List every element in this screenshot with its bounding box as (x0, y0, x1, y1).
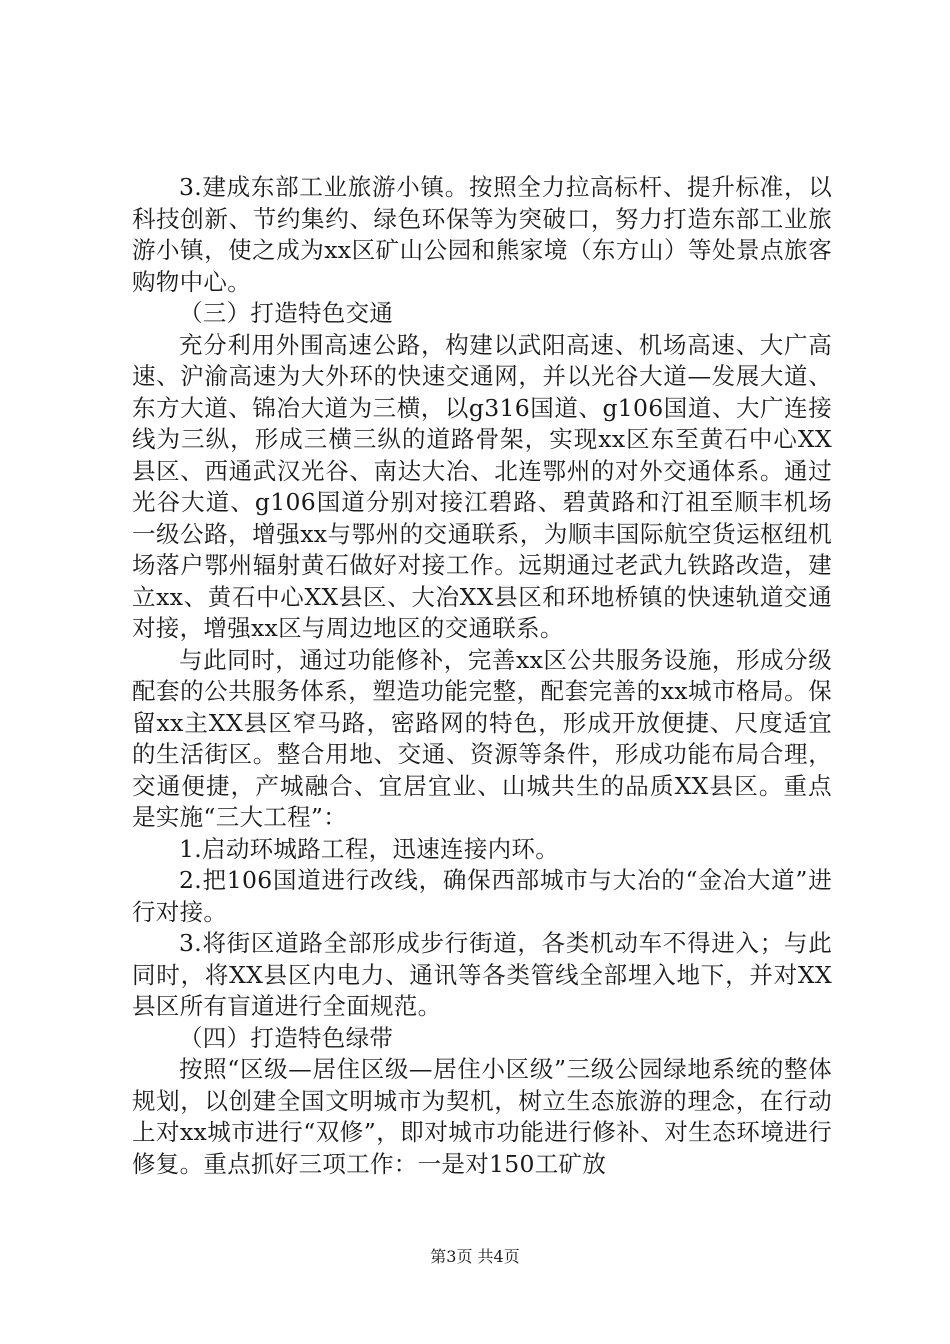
paragraph-item-3: 3.建成东部工业旅游小镇。按照全力拉高标杆、提升标准，以科技创新、节约集约、绿色环保等为突破口，努力打造东部工业旅游小镇，使之成为xx区矿山公园和熊家境（东方山）等处景点旅客购物中心。 (132, 173, 832, 296)
section-heading-transport: （三）打造特色交通 (179, 299, 394, 327)
list-item-3: 3.将街区道路全部形成步行街道，各类机动车不得进入；与此同时，将XX县区内电力、通讯等各类管线全部埋入地下，并对XX县区所有盲道进行全面规范。 (132, 929, 832, 1020)
paragraph-public-services: 与此同时，通过功能修补，完善xx区公共服务设施，形成分级配套的公共服务体系，塑造功能完整，配套完善的xx城市格局。保留xx主XX县区窄马路，密路网的特色，形成开放便捷、尺度适宜的生活街区。整合用地、交通、资源等条件，形成功能布局合理，交通便捷，产城融合、宜居宜业、山城共生的品质XX县区。重点是实施“三大工程”： (132, 645, 832, 831)
list-item-2: 2.把106国道进行改线，确保西部城市与大冶的“金冶大道”进行对接。 (132, 866, 832, 926)
section-heading-greenbelt: （四）打造特色绿带 (179, 1023, 394, 1052)
page-number-footer: 第3页 共4页 (430, 1247, 520, 1266)
document-body (132, 172, 832, 1180)
list-item-1: 1.启动环城路工程，迅速连接内环。 (179, 834, 560, 863)
paragraph-green-system: 按照“区级—居住区级—居住小区级”三级公园绿地系统的整体规划，以创建全国文明城市为契机，树立生态旅游的理念，在行动上对xx城市进行“双修”，即对城市功能进行修补、对生态环境进行修复。重点抓好三项工作：一是对150工矿放 (132, 1055, 832, 1178)
paragraph-transport-network: 充分利用外围高速公路，构建以武阳高速、机场高速、大广高速、沪渝高速为大外环的快速交通网，并以光谷大道—发展大道、东方大道、锦冶大道为三横，以g316国道、g106国道、大广连接线为三纵，形成三横三纵的道路骨架，实现xx区东至黄石中心XX县区、西通武汉光谷、南达大冶、北连鄂州的对外交通体系。通过光谷大道、g106国道分别对接江碧路、碧黄路和汀祖至顺丰机场一级公路，增强xx与鄂州的交通联系，为顺丰国际航空货运枢纽机场落户鄂州辐射黄石做好对接工作。远期通过老武九铁路改造，建立xx、黄石中心XX县区、大冶XX县区和环地桥镇的快速轨道交通对接，增强xx区与周边地区的交通联系。 (132, 330, 832, 642)
